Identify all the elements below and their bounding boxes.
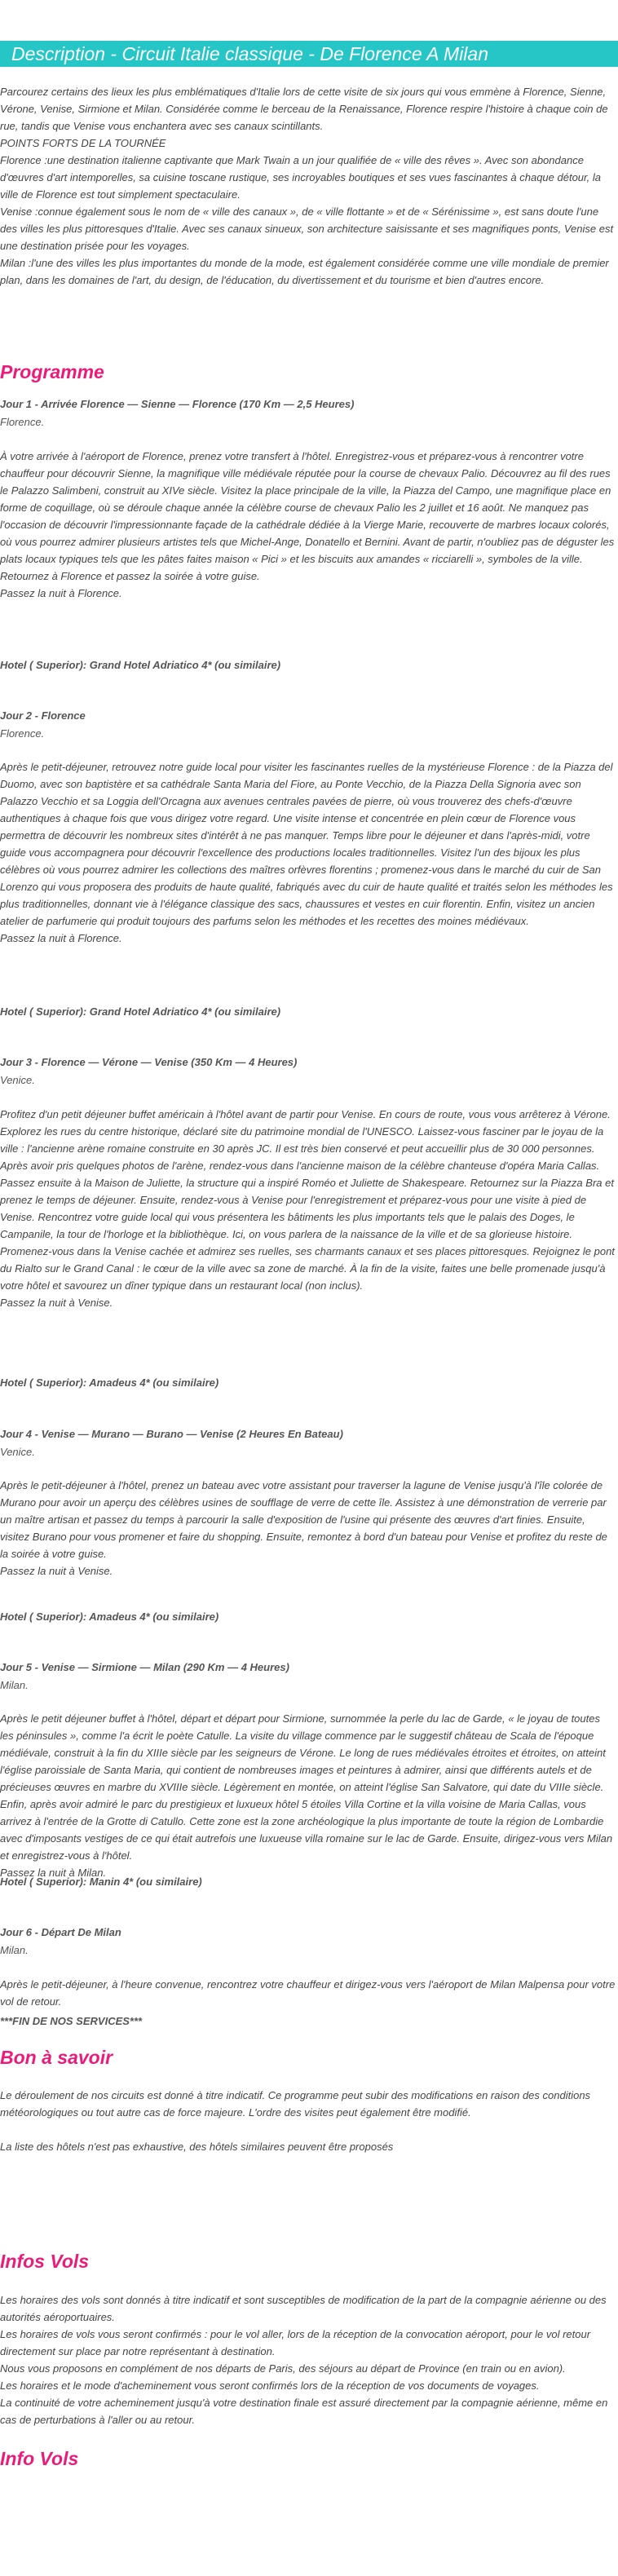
day-2-night: Passez la nuit à Florence. [0, 932, 122, 944]
day-5-description [0, 1710, 616, 1881]
intro-paragraph: Parcourez certains des lieux les plus emblématiques d'Italie lors de cette visite de six jours qui vous emmène à Florence, Sienne, Vérone, Venise, Sirmione et Milan. Considérée comme le berceau de la Renaissance, Florence respire l'histoire à chaque coin de rue, tandis que Venise vous enchantera avec ses canaux scintillants. [0, 86, 608, 132]
day-1-night: Passez la nuit à Florence. [0, 587, 122, 599]
infos-vols-heading: Infos Vols [0, 2251, 90, 2272]
day-2-description [0, 758, 616, 947]
day-3-hotel: Hotel ( Superior): Amadeus 4* (ou similaire) [0, 1376, 219, 1389]
programme-heading: Programme [0, 361, 104, 382]
bon-a-savoir-heading: Bon à savoir [0, 2047, 113, 2068]
day-1-description [0, 448, 616, 602]
day-3-text: Profitez d'un petit déjeuner buffet américain à l'hôtel avant de partir pour Venise. En cours de route, vous vous arrêterez à Vérone. Explorez les rues du centre historique, déclaré site du patrimoine mondial de l'UNESCO. Laissez-vous fasciner par le joyau de la ville : l'ancienne arène romaine construite en 30 après JC. Il est très bien conservé et peut accueillir plus de 30 000 personnes. Après avoir pris quelques photos de l'arène, rendez-vous dans l'ancienne maison de la célèbre chanteuse d'opéra Maria Callas. Passez ensuite à la Maison de Juliette, la structure qui a inspiré Roméo et Juliette de Shakespeare. Retournez sur la Piazza Bra et prenez le temps de déjeuner. Ensuite, rendez-vous à Venise pour l'enregistrement et préparez-vous pour une visite à pied de Venise. Rencontrez votre guide local qui vous présentera les bâtiments les plus importants tels que le palais des Doges, le Campanile, la tour de l'horloge et la bibliothèque. Ici, on vous parlera de la naissance de la ville et de sa glorieuse histoire. Promenez-vous dans la Venise cachée et admirez ses ruelles, ses charmants canaux et ses places pittoresques. Rejoignez le pont du Rialto sur le Grand Canal : le cœur de la ville avec sa zone de marché. À la fin de la visite, faites une belle promenade jusqu'à votre hôtel et savourez un dîner typique dans un restaurant local (non inclus). [0, 1108, 615, 1292]
day-2-city: Florence. [0, 727, 45, 740]
day-4-text: Après le petit-déjeuner à l'hôtel, prenez un bateau avec votre assistant pour traverser la lagune de Venise jusqu'à l'île colorée de Murano pour avoir un aperçu des célèbres usines de soufflage de verre de cette île. Assistez à une démonstration de verrerie par un maître artisan et passez du temps à parcourir la salle d'exposition de l'usine qui présente des œuvres d'art finies. Ensuite, visitez Burano pour vous promener et faire du shopping. Ensuite, remontez à bord d'un bateau pour Venise et profitez du reste de la soirée à votre guise. [0, 1479, 607, 1560]
day-6-title: Jour 6 - Départ De Milan [0, 1926, 121, 1938]
day-4-description [0, 1477, 616, 1580]
day-5-text: Après le petit déjeuner buffet à l'hôtel, départ et départ pour Sirmione, surnommée la perle du lac de Garde, « le joyau de toutes les péninsules », comme l'a écrit le poète Catulle. La visite du village commence par le suggestif château de Scala de l'époque médiévale, construit à la fin du XIIIe siècle par les seigneurs de Vérone. Le long de rues médiévales étroites et étroites, on atteint l'église paroissiale de Santa Maria, qui contient de nombreuses images et peintures à admirer, ainsi que différents autels et de précieuses œuvres en marbre du XVIIIe siècle. Légèrement en montée, on atteint l'église San Salvatore, qui date du VIIIe siècle. Enfin, après avoir admiré le parc du prestigieux et luxueux hôtel 5 étoiles Villa Cortine et la villa voisine de Maria Callas, vous arrivez à l'entrée de la Grotte di Catullo. Cette zone est la zone archéologique la plus importante de toute la région de Lombardie avec d'imposants vestiges de ce qui était autrefois une luxueuse villa romaine sur le lac de Garde. Ensuite, dirigez-vous vers Milan et enregistrez-vous à l'hôtel. [0, 1712, 613, 1862]
day-4-title: Jour 4 - Venise — Murano — Burano — Venise (2 Heures En Bateau) [0, 1428, 343, 1440]
day-4-city: Venice. [0, 1446, 35, 1458]
info-vols-heading-repeat: Info Vols [0, 2448, 79, 2469]
day-5-title: Jour 5 - Venise — Sirmione — Milan (290 Km — 4 Heures) [0, 1661, 289, 1673]
day-2-text: Après le petit-déjeuner, retrouvez notre guide local pour visiter les fascinantes ruelles de la mystérieuse Florence : de la Piazza del Duomo, avec son baptistère et sa cathédrale Santa Maria del Fiore, au Ponte Vecchio, de la Piazza Della Signoria avec son Palazzo Vecchio et sa Loggia dell'Orcagna aux avenues centrales pavées de pierre, où vous trouverez des chefs-d'œuvre authentiques à chaque fois que vous dirigez votre regard. Une visite intense et concentrée en plein cœur de Florence vous permettra de découvrir les nombreux sites d'intérêt à ne pas manquer. Temps libre pour le déjeuner et dans l'après-midi, votre guide vous accompagnera pour découvrir l'excellence des productions locales traditionnelles. Visitez l'un des bijoux les plus célèbres où vous pourrez admirer les collections des maîtres orfèvres florentins ; promenez-vous dans le marché du cuir de San Lorenzo qui vous proposera des produits de haute qualité, fabriqués avec du cuir de haute qualité et traités selon les méthodes les plus traditionnelles, donnant vie à l'élégance classique des sacs, chaussures et vestes en cuir florentin. Enfin, visitez un ancien atelier de parfumerie qui produit toujours des parfums selon les méthodes et les recettes des moines médiévaux. [0, 761, 613, 927]
intro-section [0, 83, 618, 289]
day-5-hotel: Hotel ( Superior): Manin 4* (ou similaire) [0, 1876, 202, 1888]
day-5-night: Passez la nuit à Milan. [0, 1867, 107, 1879]
day-3-city: Venice. [0, 1074, 35, 1086]
end-of-services: ***FIN DE NOS SERVICES*** [0, 2015, 143, 2027]
travel-documents-note: Les horaires et le mode d'acheminement vous seront confirmés lors de la réception de vos documents de voyages. [0, 2379, 540, 2392]
day-5-city: Milan. [0, 1679, 29, 1691]
day-4-night: Passez la nuit à Venise. [0, 1565, 113, 1577]
bon-a-savoir-text-2 [0, 2138, 616, 2155]
day-6-text: Après le petit-déjeuner, à l'heure convenue, rencontrez votre chauffeur et dirigez-vous vers l'aéroport de Milan Malpensa pour votre vol de retour. [0, 1978, 616, 2008]
province-departures-note: Nous vous proposons en complément de nos départs de Paris, des séjours au départ de Province (en train ou en avion). [0, 2362, 566, 2375]
flight-confirmation-note: Les horaires de vols vous seront confirmés : pour le vol aller, lors de la réception de la convocation aéroport, pour le vol retour directement sur place par notre représentant à destination. [0, 2328, 591, 2357]
day-2-title: Jour 2 - Florence [0, 709, 86, 722]
florence-highlight: Florence :une destination italienne captivante que Mark Twain a un jour qualifiée de « ville des rêves ». Avec son abondance d'œuvres d'art intemporelles, sa cuisine toscane rustique, ses incroyables boutiques et ses vues fascinantes à chaque détour, la ville de Florence est tout simplement spectaculaire. [0, 154, 601, 201]
bon-a-savoir-paragraph: Le déroulement de nos circuits est donné à titre indicatif. Ce programme peut subir des modifications en raison des conditions météorologiques ou tout autre cas de force majeure. L'ordre des visites peut également être modifié. [0, 2089, 591, 2119]
continuity-note: La continuité de votre acheminement jusqu'à votre destination finale est assuré directement par la compagnie aérienne, même en cas de perturbations à l'aller ou au retour. [0, 2397, 608, 2426]
day-3-night: Passez la nuit à Venise. [0, 1297, 113, 1309]
day-3-description [0, 1106, 616, 1311]
day-2-hotel: Hotel ( Superior): Grand Hotel Adriatico 4* (ou similaire) [0, 1005, 281, 1018]
day-1-text: À votre arrivée à l'aéroport de Florence, prenez votre transfert à l'hôtel. Enregistrez-vous et préparez-vous à rencontrer votre chauffeur pour découvrir Sienne, la magnifique ville médiévale réputée pour la course de chevaux Palio. Découvrez au fil des rues le Palazzo Salimbeni, construit au XIVe siècle. Visitez la place principale de la ville, la Piazza del Campo, une magnifique place en forme de coquillage, où se déroule chaque année la célèbre course de chevaux Palio les 2 juillet et 16 août. Ne manquez pas l'occasion de découvrir l'impressionnante façade de la cathédrale dédiée à la Vierge Marie, recouverte de marbres locaux colorés, où vous pourrez admirer plusieurs artistes tels que Michel-Ange, Donatello et Bernini. Avant de partir, n'oubliez pas de déguster les plats locaux typiques tels que les pâtes faites maison « Pici » et les biscuits aux amandes « ricciarelli », symboles de la ville. Retournez à Florence et passez la soirée à votre guise. [0, 450, 615, 582]
day-3-title: Jour 3 - Florence — Vérone — Venise (350 Km — 4 Heures) [0, 1056, 298, 1068]
day-6-city: Milan. [0, 1944, 29, 1956]
day-1-city: Florence. [0, 416, 45, 428]
day-4-hotel: Hotel ( Superior): Amadeus 4* (ou similaire) [0, 1611, 219, 1623]
page-title: Description - Circuit Italie classique - De Florence A Milan [0, 41, 618, 67]
infos-vols-text [0, 2291, 616, 2428]
flight-times-note: Les horaires des vols sont donnés à titre indicatif et sont susceptibles de modification de la part de la compagnie aérienne ou des autorités aéroportuaires. [0, 2294, 607, 2323]
bon-a-savoir-text-1 [0, 2087, 616, 2121]
day-1-hotel: Hotel ( Superior): Grand Hotel Adriatico 4* (ou similaire) [0, 659, 281, 671]
milan-highlight: Milan :l'une des villes les plus importantes du monde de la mode, est également considérée comme une ville mondiale de premier plan, dans les domaines de l'art, du design, de l'éducation, du divertissement et du tourisme et bien d'autres encore. [0, 257, 609, 286]
venise-highlight: Venise :connue également sous le nom de « ville des canaux », de « ville flottante » et de « Sérénissime », est sans doute l'une des villes les plus pittoresques d'Italie. Avec ses canaux sinueux, son architecture saisissante et ses magnifiques ponts, Venise est une destination prisée pour les voyages. [0, 205, 614, 252]
highlights-heading: POINTS FORTS DE LA TOURNÉE [0, 137, 166, 149]
day-1-title: Jour 1 - Arrivée Florence — Sienne — Florence (170 Km — 2,5 Heures) [0, 398, 355, 410]
hotels-note: La liste des hôtels n'est pas exhaustive, des hôtels similaires peuvent être proposés [0, 2141, 394, 2153]
day-6-description [0, 1976, 616, 2010]
